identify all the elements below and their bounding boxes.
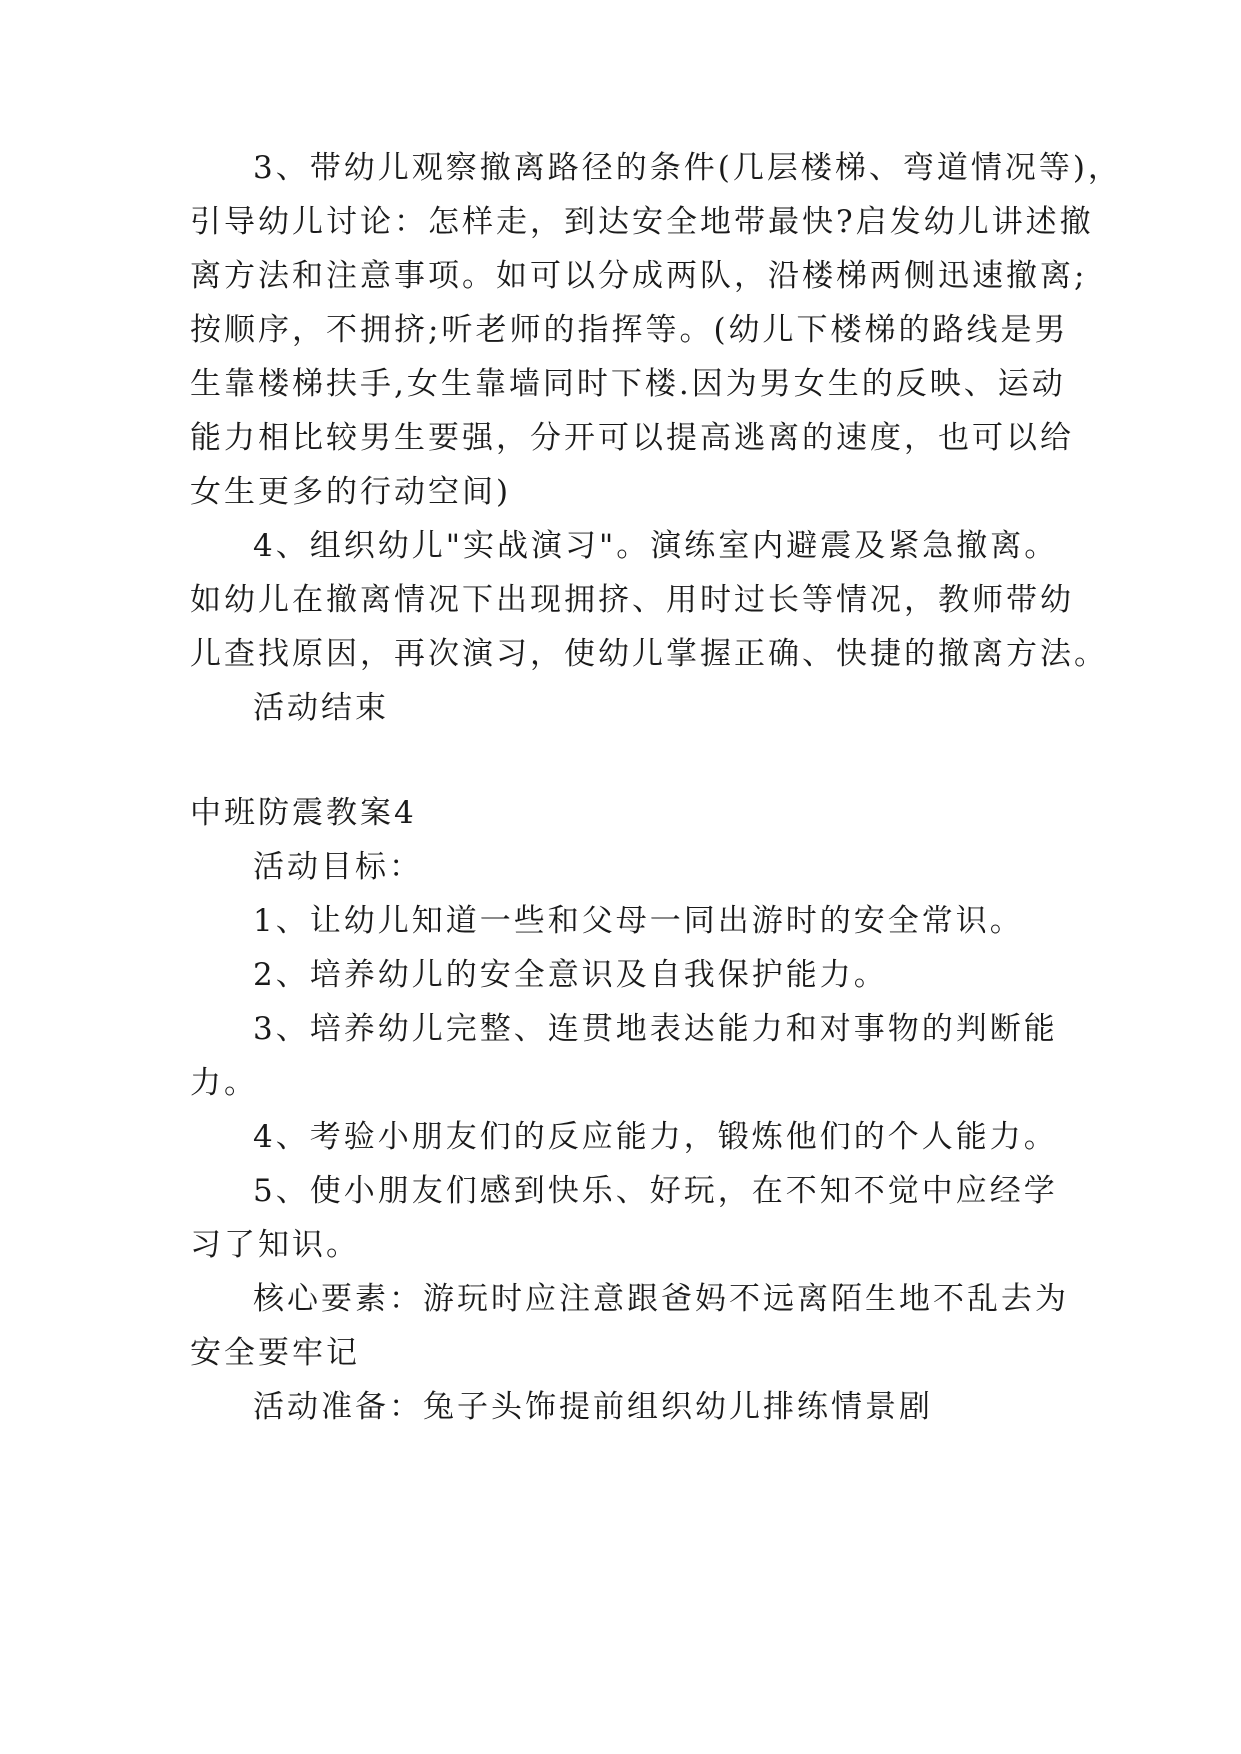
goal-item-continued: 习了知识。: [190, 1227, 360, 1263]
activity-preparation: 活动准备：兔子头饰提前组织幼儿排练情景剧: [253, 1389, 933, 1425]
paragraph-line: 如幼儿在撤离情况下出现拥挤、用时过长等情况，教师带幼: [190, 582, 1074, 618]
paragraph-line: 引导幼儿讨论：怎样走，到达安全地带最快?启发幼儿讲述撤: [190, 204, 1094, 240]
section-heading: 中班防震教案4: [190, 795, 417, 831]
goal-item: 4、考验小朋友们的反应能力，锻炼他们的个人能力。: [253, 1119, 1058, 1155]
paragraph-line: 3、带幼儿观察撤离路径的条件(几层楼梯、弯道情况等)，: [253, 150, 1122, 186]
goal-item: 5、使小朋友们感到快乐、好玩，在不知不觉中应经学: [253, 1173, 1058, 1209]
paragraph-line: 按顺序，不拥挤;听老师的指挥等。(幼儿下楼梯的路线是男: [190, 312, 1069, 348]
core-elements-continued: 安全要牢记: [190, 1335, 360, 1371]
goal-item: 1、让幼儿知道一些和父母一同出游时的安全常识。: [253, 903, 1024, 939]
paragraph-line: 儿查找原因，再次演习，使幼儿掌握正确、快捷的撤离方法。: [190, 636, 1108, 672]
goal-item: 3、培养幼儿完整、连贯地表达能力和对事物的判断能: [253, 1011, 1058, 1047]
paragraph-line: 女生更多的行动空间): [190, 474, 512, 510]
paragraph-line: 4、组织幼儿"实战演习"。演练室内避震及紧急撤离。: [253, 528, 1059, 564]
goal-item: 2、培养幼儿的安全意识及自我保护能力。: [253, 957, 888, 993]
core-elements: 核心要素：游玩时应注意跟爸妈不远离陌生地不乱去为: [253, 1281, 1069, 1317]
paragraph-line: 生靠楼梯扶手,女生靠墙同时下楼.因为男女生的反映、运动: [190, 366, 1066, 402]
paragraph-line: 能力相比较男生要强，分开可以提高逃离的速度，也可以给: [190, 420, 1074, 456]
goal-item-continued: 力。: [190, 1065, 258, 1101]
activity-end: 活动结束: [253, 690, 389, 726]
paragraph-line: 离方法和注意事项。如可以分成两队，沿楼梯两侧迅速撤离;: [190, 258, 1088, 294]
goals-label: 活动目标：: [253, 849, 423, 885]
